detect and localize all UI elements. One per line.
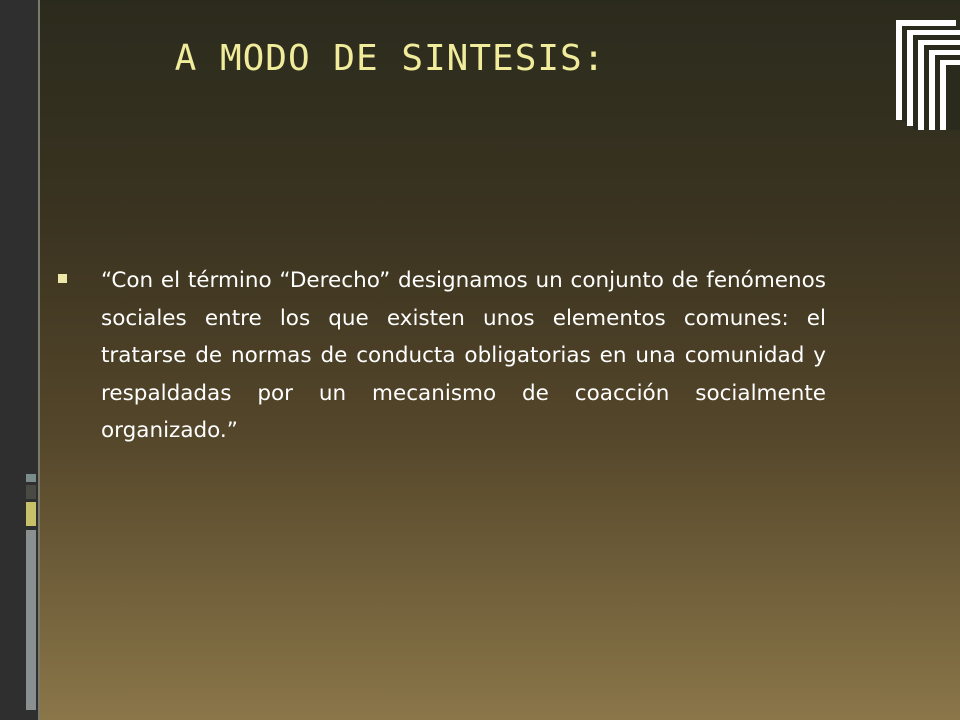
decorative-squares — [0, 0, 40, 720]
slide-title: A MODO DE SINTESIS: — [174, 38, 606, 79]
content-area — [58, 262, 826, 450]
bullet-item — [58, 262, 826, 450]
bullet-text: “Con el término “Derecho” designamos un conjunto de fenómenos sociales entre los que existen unos elementos comunes: el tratarse de normas de conducta obligatorias en una comunidad y respaldadas por un mecanismo de coacción socialmente organizado.” — [101, 268, 826, 443]
square-bullet-icon — [58, 274, 67, 283]
document-stack-icon — [880, 0, 960, 130]
